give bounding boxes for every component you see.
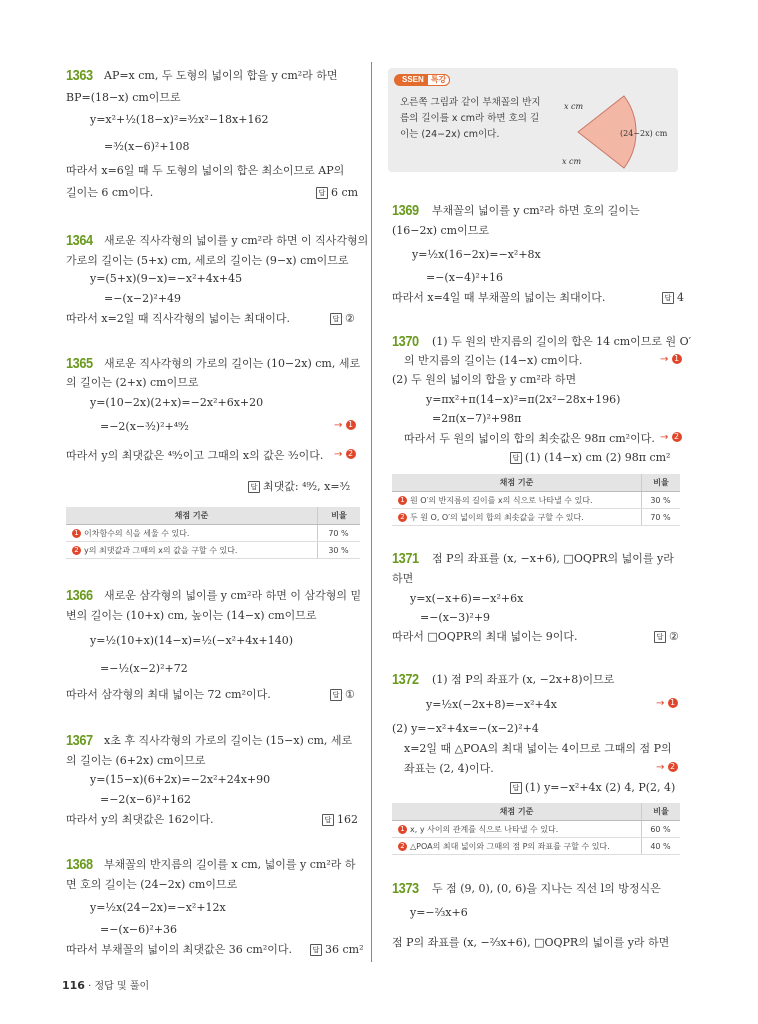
solution-line: (2) 두 원의 넓이의 합을 y cm²라 하면: [392, 373, 577, 386]
answer-text: 4: [677, 291, 684, 304]
solution-line: 점 P의 좌표를 (x, −²⁄₃x+6), □OQPR의 넓이를 y라 하면: [392, 936, 670, 949]
marker-dot: 2: [398, 513, 407, 522]
grading-table-1370: [392, 474, 680, 526]
marker-dot: 1: [398, 496, 407, 505]
special-text: 이는 (24−2x) cm이다.: [400, 129, 500, 140]
marker-dot: 2: [668, 762, 678, 772]
answer-icon: 답: [510, 452, 522, 464]
equation-line: =2π(x−7)²+98π: [432, 412, 522, 425]
badge-label: SSEN: [402, 75, 424, 84]
marker-1: [656, 698, 678, 709]
answer-icon: 답: [316, 187, 328, 199]
marker-1: [334, 420, 356, 431]
equation-line: y=½x(24−2x)=−x²+12x: [90, 901, 226, 914]
table-cell: 두 원 O, O′의 넓이의 합의 최솟값을 구할 수 있다.: [410, 512, 584, 522]
answer-1372: [510, 781, 675, 795]
table-row: [66, 542, 360, 559]
marker-dot: 1: [346, 420, 356, 430]
equation-line: =−(x−6)²+36: [100, 923, 178, 936]
table-row: [392, 509, 680, 526]
solution-line: 면 호의 길이는 (24−2x) cm이므로: [66, 878, 238, 891]
equation-line: =−(x−2)²+49: [104, 292, 182, 305]
page-number: 116: [62, 979, 85, 992]
table-header: 채점 기준: [392, 474, 642, 492]
answer-text: 36 cm²: [325, 943, 364, 956]
solution-line: AP=x cm, 두 도형의 넓이의 합을 y cm²라 하면: [104, 69, 338, 82]
radius-label-top: x cm: [564, 102, 584, 111]
solution-line: 따라서 □OQPR의 최대 넓이는 9이다.: [392, 630, 578, 643]
problem-number-1364: 1364: [66, 232, 93, 249]
problem-number-1372: 1372: [392, 671, 419, 688]
equation-line: y=½(10+x)(14−x)=½(−x²+4x+140): [90, 634, 294, 647]
solution-line: 새로운 직사각형의 가로의 길이는 (10−2x) cm, 세로: [104, 357, 361, 370]
problem-number-1369: 1369: [392, 202, 419, 219]
equation-line: y=½x(−2x+8)=−x²+4x: [426, 698, 557, 711]
table-cell: 40 %: [642, 838, 681, 855]
grading-table-1365: [66, 507, 360, 559]
table-cell: x, y 사이의 관계를 식으로 나타낼 수 있다.: [410, 824, 559, 834]
solution-line: 따라서 x=2일 때 직사각형의 넓이는 최대이다.: [66, 312, 291, 325]
table-header: 비율: [642, 803, 681, 821]
arrow: →: [656, 762, 665, 773]
arc-label: (24−2x) cm: [620, 129, 668, 138]
equation-line: y=x(−x+6)=−x²+6x: [410, 592, 524, 605]
table-cell: 70 %: [318, 525, 361, 542]
table-cell: 30 %: [642, 492, 681, 509]
table-header: 채점 기준: [66, 507, 318, 525]
table-cell: 60 %: [642, 821, 681, 838]
solution-line: 좌표는 (2, 4)이다.: [404, 762, 494, 775]
ssen-special-box: [388, 68, 678, 172]
arrow: →: [656, 698, 665, 709]
solution-line: x초 후 직사각형의 가로의 길이는 (15−x) cm, 세로: [104, 734, 353, 747]
marker-1: [660, 354, 682, 365]
solution-line: 부채꼴의 넓이를 y cm²라 하면 호의 길이는: [432, 204, 640, 217]
special-text: 오른쪽 그림과 같이 부채꼴의 반지: [400, 97, 541, 108]
equation-line: y=(5+x)(9−x)=−x²+4x+45: [90, 272, 243, 285]
table-row: [392, 492, 680, 509]
answer-icon: 답: [248, 481, 260, 493]
answer-icon: 답: [654, 631, 666, 643]
marker-dot: 1: [668, 698, 678, 708]
equation-line: y=−²⁄₃x+6: [410, 906, 468, 919]
answer-icon: 답: [322, 814, 334, 826]
solution-line: 의 길이는 (6+2x) cm이므로: [66, 754, 206, 767]
answer-text: ②: [669, 630, 679, 643]
marker-2: [660, 432, 682, 443]
page-footer: [62, 977, 149, 992]
answer-icon: 답: [662, 292, 674, 304]
solution-line: 의 길이는 (2+x) cm이므로: [66, 376, 199, 389]
answer-text: (1) (14−x) cm (2) 98π cm²: [525, 451, 671, 464]
arrow: →: [660, 354, 669, 365]
solution-line: x=2일 때 △POA의 최대 넓이는 4이므로 그때의 점 P의: [404, 742, 672, 755]
grading-table-1372: [392, 803, 680, 855]
marker-2: [334, 449, 356, 460]
solution-line: 점 P의 좌표를 (x, −x+6), □OQPR의 넓이를 y라: [432, 552, 674, 565]
equation-line: y=(10−2x)(2+x)=−2x²+6x+20: [90, 396, 264, 409]
marker-dot: 2: [72, 546, 81, 555]
solution-line: (1) 두 원의 반지름의 길이의 합은 14 cm이므로 원 O′: [432, 335, 692, 348]
table-cell: 원 O′의 반지름의 길이를 x의 식으로 나타낼 수 있다.: [410, 495, 593, 505]
ssen-badge: [394, 74, 450, 86]
marker-dot: 1: [672, 354, 682, 364]
marker-dot: 2: [672, 432, 682, 442]
solution-line: 의 반지름의 길이는 (14−x) cm이다.: [404, 354, 583, 367]
answer-text: 최댓값: ⁴⁹⁄₂, x=³⁄₂: [263, 480, 351, 493]
table-cell: 30 %: [318, 542, 361, 559]
table-header: 비율: [642, 474, 681, 492]
problem-number-1363: 1363: [66, 67, 93, 84]
solution-line: (2) y=−x²+4x=−(x−2)²+4: [392, 722, 539, 735]
solution-line: 길이는 6 cm이다.: [66, 186, 154, 199]
solution-line: 부채꼴의 반지름의 길이를 x cm, 넓이를 y cm²라 하: [104, 858, 356, 871]
equation-line: y=(15−x)(6+2x)=−2x²+24x+90: [90, 773, 271, 786]
answer-text: (1) y=−x²+4x (2) 4, P(2, 4): [525, 781, 676, 794]
equation-line: =−(x−3)²+9: [420, 611, 491, 624]
answer-1363: [316, 186, 358, 200]
solution-line: 따라서 두 원의 넓이의 합의 최솟값은 98π cm²이다.: [404, 432, 655, 445]
problem-number-1367: 1367: [66, 732, 93, 749]
solution-line: 두 점 (9, 0), (0, 6)을 지나는 직선 l의 방정식은: [432, 882, 661, 895]
table-header: 채점 기준: [392, 803, 642, 821]
table-row: [392, 838, 680, 855]
answer-1369: [662, 291, 684, 305]
answer-1366: [330, 688, 355, 702]
solution-line: 변의 길이는 (10+x) cm, 높이는 (14−x) cm이므로: [66, 609, 317, 622]
arrow: →: [660, 432, 669, 443]
equation-line: =−2(x−³⁄₂)²+⁴⁹⁄₂: [100, 420, 189, 433]
marker-dot: 1: [398, 825, 407, 834]
table-row: [66, 525, 360, 542]
solution-line: 하면: [392, 572, 414, 585]
solution-line: 따라서 부채꼴의 넓이의 최댓값은 36 cm²이다.: [66, 943, 292, 956]
solution-line: 따라서 y의 최댓값은 ⁴⁹⁄₂이고 그때의 x의 값은 ³⁄₂이다.: [66, 449, 324, 462]
special-text: 름의 길이를 x cm라 하면 호의 길: [400, 113, 540, 124]
answer-text: ②: [345, 312, 355, 325]
answer-1364: [330, 312, 355, 326]
equation-line: =³⁄₂(x−6)²+108: [104, 140, 190, 153]
arrow: →: [334, 420, 343, 431]
marker-2: [656, 762, 678, 773]
problem-number-1366: 1366: [66, 587, 93, 604]
marker-dot: 2: [346, 449, 356, 459]
solution-line: 새로운 직사각형의 넓이를 y cm²라 하면 이 직사각형의: [104, 234, 369, 247]
solution-line: BP=(18−x) cm이므로: [66, 91, 181, 104]
answer-text: 162: [337, 813, 358, 826]
footer-label: · 정답 및 풀이: [88, 981, 150, 992]
problem-number-1368: 1368: [66, 856, 93, 873]
equation-line: y=πx²+π(14−x)²=π(2x²−28x+196): [426, 393, 621, 406]
answer-icon: 답: [330, 313, 342, 325]
badge-label: 특강: [427, 74, 450, 86]
table-header: 비율: [318, 507, 361, 525]
answer-icon: 답: [330, 689, 342, 701]
equation-line: =−½(x−2)²+72: [100, 662, 188, 675]
solution-line: (16−2x) cm이므로: [392, 224, 489, 237]
problem-number-1373: 1373: [392, 880, 419, 897]
equation-line: y=½x(16−2x)=−x²+8x: [412, 248, 541, 261]
table-cell: 이차함수의 식을 세울 수 있다.: [84, 528, 190, 538]
table-cell: y의 최댓값과 그때의 x의 값을 구할 수 있다.: [84, 545, 238, 555]
arrow: →: [334, 449, 343, 460]
table-cell: △POA의 최대 넓이와 그때의 점 P의 좌표를 구할 수 있다.: [410, 841, 610, 851]
answer-text: 6 cm: [331, 186, 359, 199]
column-divider: [371, 62, 372, 962]
answer-icon: 답: [510, 782, 522, 794]
equation-line: y=x²+½(18−x)²=³⁄₂x²−18x+162: [90, 113, 269, 126]
problem-number-1370: 1370: [392, 333, 419, 350]
solution-line: (1) 점 P의 좌표가 (x, −2x+8)이므로: [432, 673, 615, 686]
solution-line: 따라서 삼각형의 최대 넓이는 72 cm²이다.: [66, 688, 271, 701]
answer-1370: [510, 451, 670, 465]
problem-number-1371: 1371: [392, 550, 419, 567]
marker-dot: 2: [398, 842, 407, 851]
answer-text: ①: [345, 688, 355, 701]
sector-figure: [558, 92, 676, 170]
table-row: [392, 821, 680, 838]
answer-1365: [248, 480, 350, 494]
solution-line: 따라서 y의 최댓값은 162이다.: [66, 813, 214, 826]
marker-dot: 1: [72, 529, 81, 538]
solution-line: 새로운 삼각형의 넓이를 y cm²라 하면 이 삼각형의 밑: [104, 589, 362, 602]
equation-line: =−(x−4)²+16: [426, 271, 504, 284]
answer-icon: 답: [310, 944, 322, 956]
solution-line: 가로의 길이는 (5+x) cm, 세로의 길이는 (9−x) cm이므로: [66, 254, 349, 267]
solution-line: 따라서 x=4일 때 부채꼴의 넓이는 최대이다.: [392, 291, 606, 304]
radius-label-bottom: x cm: [562, 157, 582, 166]
answer-1371: [654, 630, 679, 644]
answer-1368: [310, 943, 364, 957]
solution-line: 따라서 x=6일 때 두 도형의 넓이의 합은 최소이므로 AP의: [66, 164, 345, 177]
problem-number-1365: 1365: [66, 355, 93, 372]
answer-1367: [322, 813, 358, 827]
equation-line: =−2(x−6)²+162: [100, 793, 192, 806]
table-cell: 70 %: [642, 509, 681, 526]
